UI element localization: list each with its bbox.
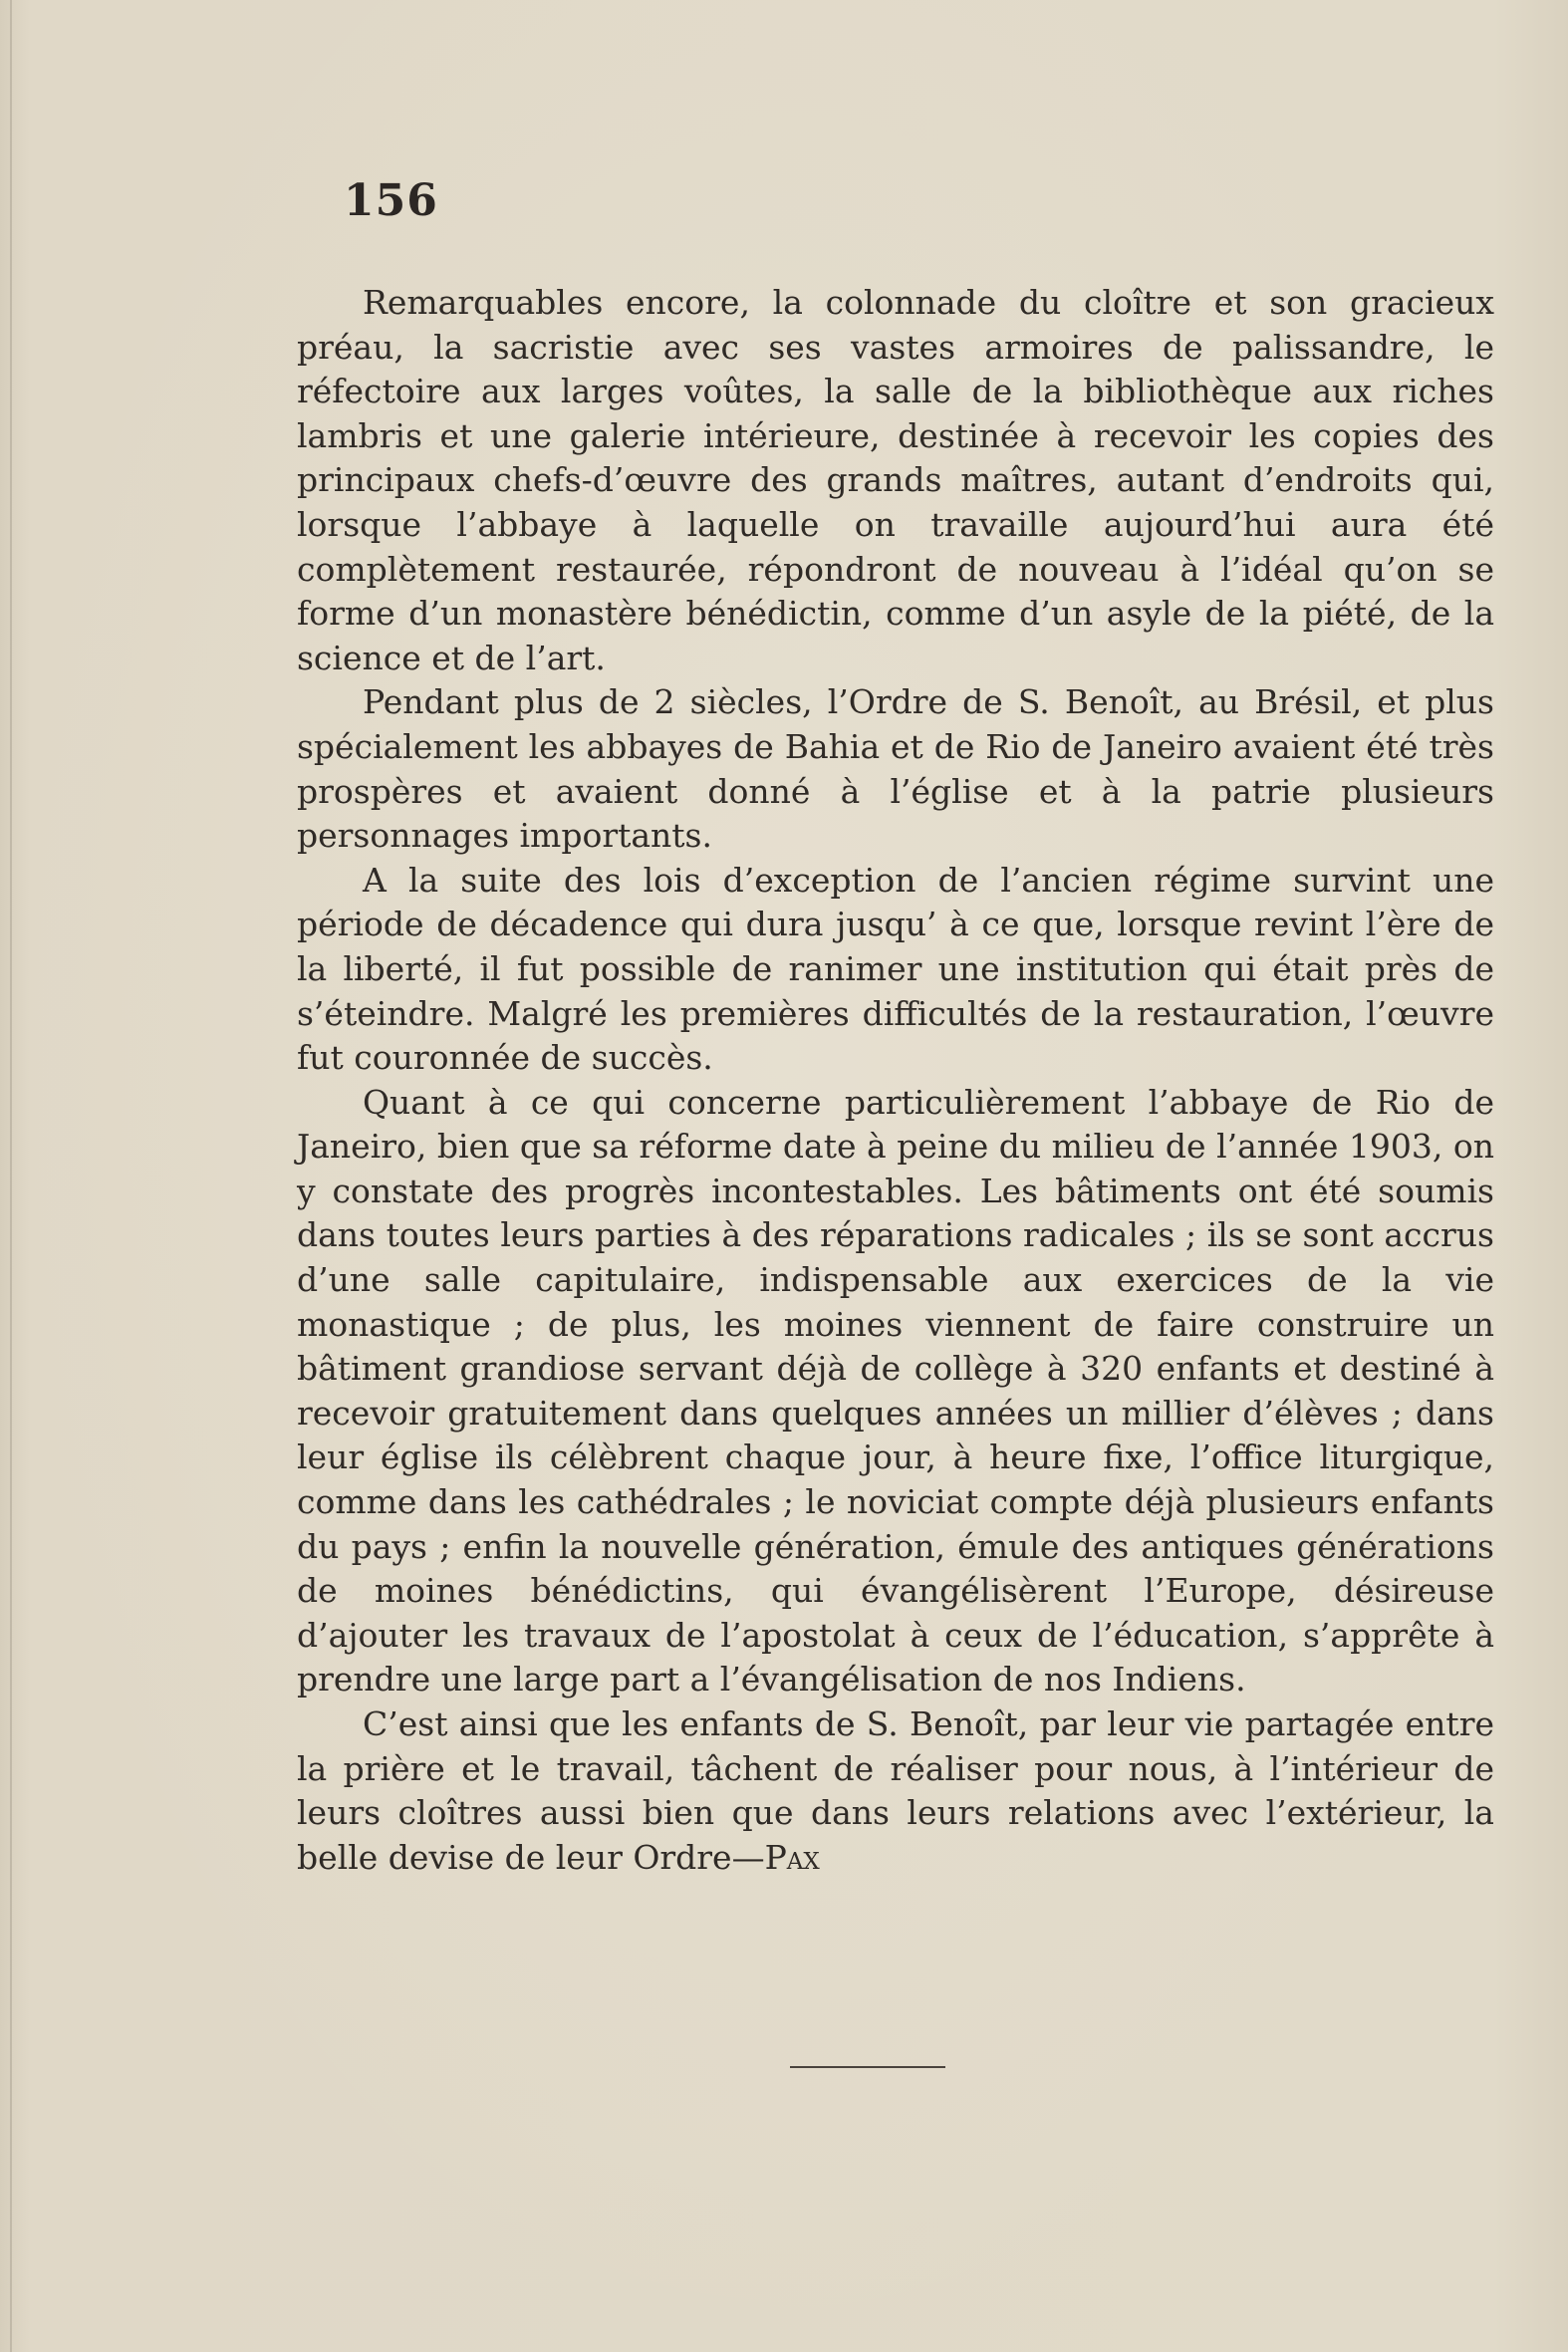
paragraph-5-text: C’est ainsi que les enfants de S. Benoît, par leur vie partagée entre la prière et le travail, tâchent de réaliser pour nous, à l’intérieur de leurs cloîtres aussi bien que dans leurs relations avec l’extérieur, la belle devise de leur Ordre— (297, 1704, 1494, 1877)
closing-rule (790, 2066, 945, 2068)
page-number: 156 (344, 175, 438, 226)
motto-pax: Pax (764, 1837, 820, 1877)
paragraph-3: A la suite des lois d’exception de l’ancien régime survint une période de décadence qui dura jusqu’ à ce que, lorsque revint l’ère de la liberté, il fut possible de ranimer une institution qui était près de s’éteindre. Malgré les premières difficultés de la restauration, l’œuvre fut couronnée de succès. (297, 860, 1494, 1078)
paragraph-1: Remarquables encore, la colonnade du cloître et son gracieux préau, la sacristie avec ses vastes armoires de palissandre, le réfectoire aux larges voûtes, la salle de la bibliothèque aux riches lambris et une galerie intérieure, destinée à recevoir les copies des principaux chefs-d’œuvre des grands maîtres, autant d’endroits qui, lorsque l’abbaye à laquelle on travaille aujourd’hui aura été complètement restaurée, répondront de nouveau à l’idéal qu’on se forme d’un monastère bénédictin, comme d’un asyle de la piété, de la science et de l’art. (297, 283, 1494, 677)
paragraph-5 (297, 1702, 1494, 1880)
paragraph-2: Pendant plus de 2 siècles, l’Ordre de S. Benoît, au Brésil, et plus spécialement les abbayes de Bahia et de Rio de Janeiro avaient été très prospères et avaient donné à l’église et à la patrie plusieurs personnages importants. (297, 682, 1494, 856)
paragraph-4: Quant à ce qui concerne particulièrement l’abbaye de Rio de Janeiro, bien que sa réforme date à peine du milieu de l’année 1903, on y constate des progrès incontestables. Les bâtiments ont été soumis dans toutes leurs parties à des réparations radicales ; ils se sont accrus d’une salle capitulaire, indispensable aux exercices de la vie monastique ; de plus, les moines viennent de faire construire un bâtiment grandiose servant déjà de collège à 320 enfants et destiné à recevoir gratuitement dans quelques années un millier d’élèves ; dans leur église ils célèbrent chaque jour, à heure fixe, l’office liturgique, comme dans les cathédrales ; le noviciat compte déjà plusieurs enfants du pays ; enfin la nouvelle génération, émule des antiques générations de moines bénédictins, qui évangélisèrent l’Europe, désireuse d’ajouter les travaux de l’apostolat à ceux de l’éducation, s’apprête à prendre une large part a l’évangélisation de nos Indiens. (297, 1082, 1494, 1699)
body-text (297, 281, 1494, 1880)
page-edge (10, 0, 12, 2352)
